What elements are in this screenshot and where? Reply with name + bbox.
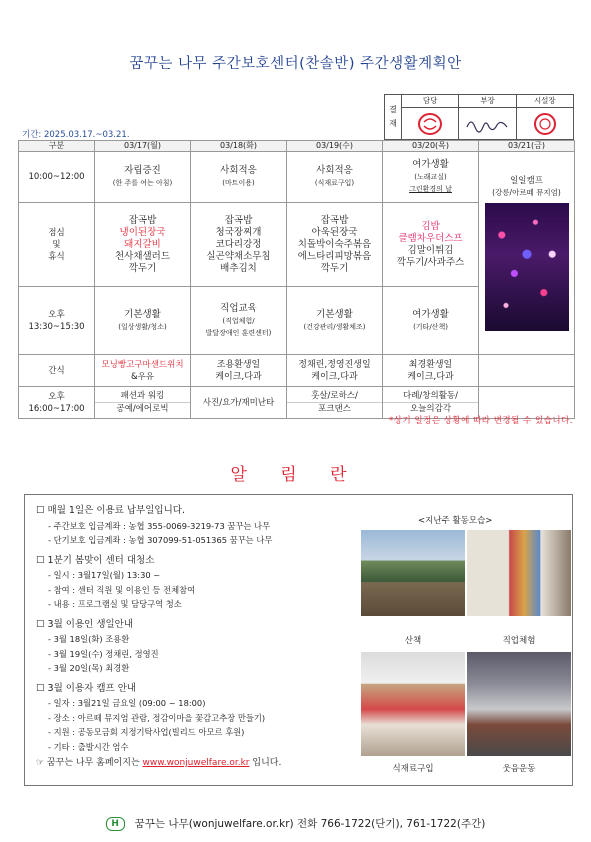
- cell-title: 사회적응: [316, 165, 353, 176]
- cell-mon-morning: [95, 152, 191, 203]
- photo-caption: 직업체험: [502, 636, 536, 646]
- notice-head: ☐ 1분기 봄맞이 센터 대청소: [36, 554, 155, 566]
- row-label-line: 13:30~15:30: [28, 321, 85, 332]
- cell-tue-lunch: [191, 203, 287, 287]
- row-label-line: 16:00~17:00: [28, 403, 85, 414]
- cell-thu-afternoon: [383, 287, 479, 355]
- menu-item: 깍두기: [320, 262, 349, 274]
- cell-title: 여가생활: [412, 308, 449, 320]
- cell-sub: (한 주를 여는 아침): [112, 179, 173, 187]
- row-label: 간식: [19, 355, 95, 387]
- header-cell: 03/19(수): [287, 141, 383, 152]
- cell-sub: (마트이용): [222, 179, 255, 187]
- menu-item: 실곤약채소무침: [206, 250, 271, 262]
- cell-title: 여가생활: [412, 159, 449, 170]
- notice-line: - 지원 : 공동모금회 지정기탁사업(빌리드 아모르 후원): [48, 727, 245, 737]
- notice-head: ☐ 매월 1일은 이용료 납부일입니다.: [36, 505, 185, 516]
- cell-sub: 발달장애인 훈련센터): [205, 328, 272, 337]
- late-item: 공예/에어로빅: [95, 402, 190, 415]
- menu-item: 김말이튀김: [407, 244, 454, 256]
- notice-head: ☐ 3월 이용자 캠프 안내: [36, 682, 137, 694]
- menu-item: 코다리강정: [215, 238, 262, 250]
- cell-tue-afternoon: [191, 287, 287, 355]
- snack-item: 정채린,정영진생일: [298, 359, 371, 370]
- menu-item: 치돌박이숙주볶음: [297, 238, 372, 250]
- homepage-line: [36, 756, 281, 771]
- header-cell: 03/20(목): [383, 141, 479, 152]
- page-title: 꿈꾸는 나무 주간보호센터(찬솔반) 주간생활계획안: [129, 56, 462, 72]
- cell-sub: (일상생활/청소): [118, 322, 167, 331]
- cell-mon-snack: [95, 355, 191, 387]
- schedule-row-morning: [19, 152, 575, 203]
- camp-photo: [485, 203, 569, 331]
- late-item: 오늘의감각: [383, 402, 478, 415]
- cell-thu-snack: [383, 355, 479, 387]
- snack-item: &우유: [130, 371, 155, 382]
- stamp-seal: [517, 108, 573, 139]
- approval-header: 부장: [459, 95, 515, 108]
- cell-thu-lunch: [383, 203, 479, 287]
- row-label: 10:00~12:00: [19, 152, 95, 203]
- menu-item: 에느타리피망볶음: [297, 250, 372, 262]
- menu-item: 잡곡밥: [320, 214, 349, 226]
- camp-sub: (강릉/아르떼 뮤지엄): [492, 188, 561, 197]
- snack-item: 케이크,다과: [311, 371, 358, 382]
- snack-item: 케이크,다과: [407, 371, 454, 382]
- approval-gyeol: 결: [389, 105, 397, 114]
- header-cell: 03/17(월): [95, 141, 191, 152]
- schedule-table: [18, 140, 575, 419]
- menu-item: 잡곡밥: [224, 214, 253, 226]
- cell-sub: 그린환경의 날: [409, 185, 452, 193]
- logo-icon: H: [106, 817, 125, 831]
- photo-caption: 식재료구입: [392, 764, 434, 774]
- photo-caption: 산책: [404, 636, 422, 646]
- cell-wed-afternoon: [287, 287, 383, 355]
- cell-title: 직업교육: [220, 302, 257, 314]
- cell-wed-late: [287, 387, 383, 419]
- cell-tue-morning: [191, 152, 287, 203]
- cell-fri-camp: [479, 152, 575, 355]
- late-item: 포크댄스: [287, 402, 382, 415]
- cell-fri-snack: [479, 355, 575, 387]
- photo-caption: 웃음운동: [502, 764, 536, 774]
- homepage-suffix: 입니다.: [252, 758, 282, 768]
- cell-sub: (직업체험/: [222, 316, 255, 325]
- cell-title: 자립증진: [124, 165, 161, 176]
- notice-head: ☐ 3월 이용인 생일안내: [36, 618, 134, 630]
- approval-col-director: [517, 95, 573, 139]
- notice-line: - 장소 : 아르떼 뮤지엄 관람, 정감이마을 꽃감고추장 만들기): [48, 712, 266, 723]
- row-label-line: 오후: [48, 309, 65, 320]
- cell-title: 기본생활: [316, 308, 353, 320]
- notice-line: - 일시 : 3월17일(월) 13:30 ~: [48, 570, 161, 580]
- cell-tue-snack: [191, 355, 287, 387]
- cell-sub: (기타/산책): [413, 322, 448, 331]
- cell-sub: (식재료구입): [314, 179, 355, 187]
- row-label-line: 및: [52, 239, 61, 250]
- approval-header: 담당: [402, 95, 458, 108]
- approval-label: [385, 95, 402, 139]
- cell-tue-late: [191, 387, 287, 419]
- photo-work: [467, 530, 571, 616]
- late-item: 다례/창의활동/: [403, 391, 458, 401]
- cell-sub: (건강관리/생활체조): [303, 322, 366, 331]
- menu-item: 김밥: [421, 220, 440, 232]
- photo-laugh: [467, 652, 571, 756]
- menu-item: 깍두기: [128, 262, 157, 274]
- notice-line: - 3월 20일(목) 최경환: [48, 663, 130, 673]
- cell-wed-snack: [287, 355, 383, 387]
- snack-item: 조용환생일: [216, 359, 261, 370]
- menu-item: 잡곡밥: [128, 214, 157, 226]
- row-label: [19, 287, 95, 355]
- late-item: 훗살/로하스/: [311, 391, 358, 401]
- notice-line: - 3월 19일(수) 정채린, 정영진: [48, 648, 159, 659]
- cell-mon-afternoon: [95, 287, 191, 355]
- approval-jae: 재: [389, 119, 397, 128]
- footer-text: 꿈꾸는 나무(wonjuwelfare.or.kr) 전화 766-1722(단기), 761-1722(주간): [134, 818, 486, 830]
- footer: [0, 816, 591, 831]
- homepage-prefix: ☞ 꿈꾸는 나무 홈페이지는: [36, 758, 140, 768]
- snack-item: 케이크,다과: [215, 371, 262, 382]
- notice-line: - 기타 : 출발시간 엄수: [48, 741, 129, 752]
- cell-wed-lunch: [287, 203, 383, 287]
- photo-walk: [361, 530, 465, 616]
- cell-mon-late: [95, 387, 191, 419]
- schedule-row-snack: [19, 355, 575, 387]
- notice-list: [36, 504, 281, 771]
- cell-title: 사회적응: [220, 165, 257, 176]
- menu-item: 천사채샐러드: [114, 250, 171, 262]
- photo-grocery: [361, 652, 465, 756]
- approval-box: [384, 94, 574, 140]
- stamp-seal: [402, 108, 458, 139]
- notice-line: - 3월 18일(화) 조용환: [48, 634, 130, 644]
- notice-title: 알 림 란: [230, 465, 361, 485]
- header-cell: 03/21(금): [479, 141, 575, 152]
- cell-sub: (노래교실): [414, 173, 447, 181]
- snack-item: 모닝빵고구마샌드위치: [101, 359, 184, 370]
- notice-line: - 주간보호 입금계좌 : 농협 355-0069-3219-73 꿈꾸는 나무: [48, 520, 271, 531]
- row-label: [19, 203, 95, 287]
- row-label-line: 점심: [48, 227, 65, 238]
- late-item: 사진/요가/재미난타: [202, 397, 275, 408]
- approval-header: 시설장: [517, 95, 573, 108]
- late-item: 패션과 워킹: [120, 391, 165, 401]
- header-cell: 구분: [19, 141, 95, 152]
- schedule-note: *상기 일정은 상황에 따라 변경될 수 있습니다.: [389, 416, 573, 426]
- notice-line: - 단기보호 입금계좌 : 농협 307099-51-051365 꿈꾸는 나무: [48, 535, 273, 545]
- menu-item: 청국장찌개: [215, 226, 262, 238]
- notice-line: - 일자 : 3월21일 금요일 (09:00 ~ 18:00): [48, 698, 206, 708]
- period-text: 기간: 2025.03.17.~03.21.: [22, 130, 130, 140]
- homepage-link[interactable]: www.wonjuwelfare.or.kr: [142, 758, 250, 768]
- cell-thu-morning: [383, 152, 479, 203]
- cell-title: 기본생활: [124, 308, 161, 320]
- schedule-header-row: [19, 141, 575, 152]
- approval-col-head: [459, 95, 516, 139]
- row-label: [19, 387, 95, 419]
- menu-item: 돼지갈비: [124, 238, 161, 250]
- row-label-line: 오후: [48, 391, 65, 402]
- photos-title: <지난주 활동모습>: [418, 516, 493, 526]
- menu-item: 냉이된장국: [119, 226, 166, 238]
- menu-item: 클램차우더스프: [398, 232, 463, 244]
- snack-item: 최경환생일: [408, 359, 453, 370]
- header-cell: 03/18(화): [191, 141, 287, 152]
- camp-title: 일일캠프: [510, 176, 543, 186]
- cell-wed-morning: [287, 152, 383, 203]
- cell-mon-lunch: [95, 203, 191, 287]
- menu-item: 배추김치: [220, 262, 257, 274]
- row-label-line: 휴식: [48, 251, 65, 262]
- signature-mark: [459, 108, 515, 139]
- notice-line: - 내용 : 프로그램실 및 담당구역 청소: [48, 599, 182, 609]
- menu-item: 아욱된장국: [311, 226, 358, 238]
- notice-line: - 참여 : 센터 직원 및 이용인 등 전체참여: [48, 584, 196, 595]
- approval-col-manager: [402, 95, 459, 139]
- menu-item: 깍두기/사과주스: [396, 256, 465, 268]
